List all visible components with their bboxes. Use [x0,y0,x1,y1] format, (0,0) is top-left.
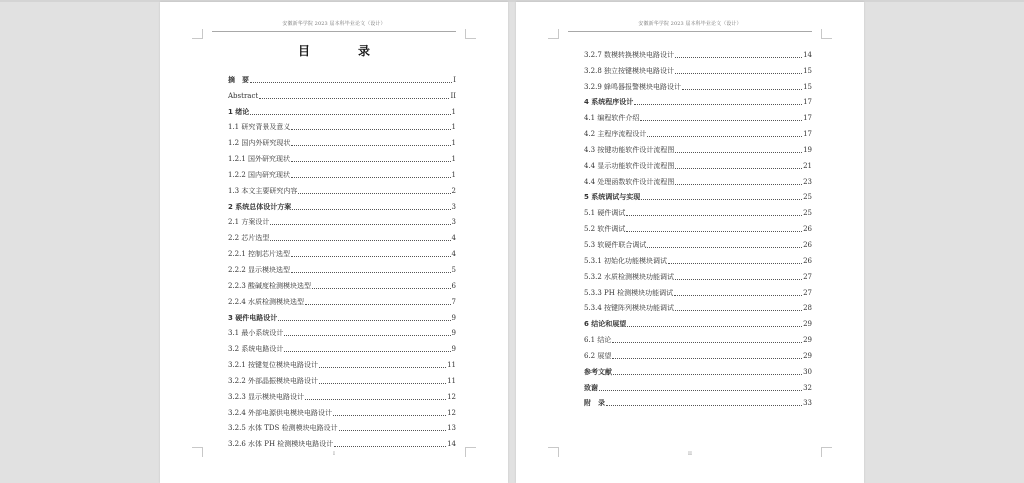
toc-entry-page: 29 [803,320,812,329]
toc-entry-label: 5 系统调试与实现 [584,193,641,202]
dot-leader [640,120,802,121]
dot-leader [627,326,802,327]
toc-list [228,69,456,449]
dot-leader [305,304,450,305]
toc-entry-label: 2.2.2 显示模块选型 [228,265,291,274]
dot-leader [250,82,452,83]
dot-leader [647,136,802,137]
toc-entry[interactable] [228,180,456,196]
toc-entry[interactable] [584,298,812,314]
page-header: 安徽新华学院 2023 届本科毕业论文（设计） [638,21,742,27]
dot-leader [626,215,802,216]
dot-leader [647,247,802,248]
toc-entry-page: 25 [803,193,812,202]
header-rule [212,31,456,32]
toc-entry-label: 1.1 研究背景及意义 [228,123,291,132]
crop-mark-top-right [465,29,466,39]
toc-entry-page: 26 [803,240,812,249]
crop-mark-bottom-left [192,447,202,448]
toc-entry-page: 15 [803,66,812,75]
toc-entry-page: II [450,91,456,100]
dot-leader [674,295,802,296]
toc-entry[interactable] [584,282,812,298]
toc-entry-page: 1 [451,139,456,148]
dot-leader [675,184,802,185]
dot-leader [291,161,450,162]
toc-entry-label: 3.2.6 水体 PH 检测模块电路设计 [228,440,334,449]
toc-entry[interactable] [228,69,456,85]
crop-mark-top-left [558,29,559,39]
toc-entry-label: 5.2 软件调试 [584,225,626,234]
toc-entry[interactable] [228,212,456,228]
toc-entry-label: 4.4 处理函数软件设计流程图 [584,177,675,186]
toc-entry[interactable] [228,259,456,275]
toc-entry-page: 29 [803,336,812,345]
toc-entry[interactable] [584,171,812,187]
toc-entry[interactable] [584,202,812,218]
dot-leader [626,231,802,232]
dot-leader [612,358,802,359]
toc-entry-label: 1.2 国内外研究现状 [228,139,291,148]
toc-entry-label: 5.1 硬件调试 [584,209,626,218]
dot-leader [668,263,802,264]
page-header: 安徽新华学院 2023 届本科毕业论文（设计） [282,21,386,27]
toc-entry[interactable] [228,148,456,164]
toc-entry-label: 3.2.1 按键复位模块电路设计 [228,361,319,370]
toc-entry-label: 1.3 本文主要研究内容 [228,186,298,195]
toc-entry-label: 6 结论和展望 [584,320,627,329]
toc-entry-label: Abstract [228,91,259,100]
toc-entry-page: 14 [803,50,812,59]
toc-entry-label: 3.2.7 数模转换模块电路设计 [584,50,675,59]
toc-entry[interactable] [228,196,456,212]
toc-entry[interactable] [584,234,812,250]
toc-entry[interactable] [228,307,456,323]
dot-leader [675,57,802,58]
toc-entry[interactable] [228,370,456,386]
dot-leader [292,209,450,210]
toc-entry-label: 1.2.1 国外研究现状 [228,155,291,164]
toc-entry-page: 11 [447,361,456,370]
dot-leader [319,367,446,368]
toc-entry-label: 1 绪论 [228,107,250,116]
toc-entry[interactable] [228,117,456,133]
toc-entry-label: 3.2.2 外部晶振模块电路设计 [228,376,319,385]
dot-leader [675,152,802,153]
toc-entry-label: 3.2 系统电路设计 [228,345,284,354]
toc-entry-label: 5.3.3 PH 检测模块功能调试 [584,288,674,297]
toc-entry-page: 1 [451,123,456,132]
toc-entry[interactable] [584,313,812,329]
crop-mark-bottom-right [466,447,476,448]
toc-entry-label: 3.1 最小系统设计 [228,329,284,338]
dot-leader [291,256,450,257]
toc-entry-label: 附 录 [584,399,605,408]
toc-entry[interactable] [228,402,456,418]
page-number: I [333,451,335,457]
dot-leader [270,224,450,225]
toc-entry-label: 1.2.2 国内研究现状 [228,170,291,179]
toc-entry-page: 14 [447,440,456,449]
toc-entry[interactable] [228,243,456,259]
toc-entry-label: 2.2.1 控制芯片选型 [228,250,291,259]
toc-entry-page: 17 [803,130,812,139]
toc-entry-label: 2.2.4 水质检测模块选型 [228,297,305,306]
toc-entry-page: 2 [451,186,456,195]
dot-leader [291,129,450,130]
toc-entry[interactable] [584,345,812,361]
toc-entry[interactable] [228,164,456,180]
toc-entry-page: 9 [451,345,456,354]
toc-entry[interactable] [228,323,456,339]
toc-entry[interactable] [228,433,456,449]
toc-entry-label: 6.2 展望 [584,351,612,360]
toc-entry-page: 7 [451,297,456,306]
crop-mark-top-right [821,29,822,39]
toc-entry[interactable] [228,101,456,117]
toc-entry-page: 9 [451,329,456,338]
toc-entry-label: 3.2.9 蜂鸣器报警模块电路设计 [584,82,682,91]
document-page-2[interactable] [516,2,864,483]
toc-entry[interactable] [228,227,456,243]
crop-mark-top-right [466,38,476,39]
toc-entry-page: 3 [451,202,456,211]
toc-entry-page: 17 [803,98,812,107]
toc-entry-page: 13 [447,424,456,433]
toc-entry-page: 1 [451,155,456,164]
toc-entry-page: 1 [451,107,456,116]
crop-mark-bottom-right [822,447,832,448]
dot-leader [675,168,802,169]
dot-leader [634,104,802,105]
dot-leader [682,89,802,90]
dot-leader [278,320,450,321]
toc-entry-label: 4 系统程序设计 [584,98,634,107]
toc-entry[interactable] [584,218,812,234]
toc-list [584,44,812,408]
toc-entry-label: 2 系统总体设计方案 [228,202,292,211]
toc-entry-label: 4.1 编程软件介绍 [584,114,640,123]
toc-entry-page: 11 [447,376,456,385]
toc-entry-page: 30 [803,367,812,376]
toc-entry[interactable] [584,155,812,171]
toc-entry-page: 26 [803,256,812,265]
dot-leader [641,199,802,200]
toc-entry-label: 摘 要 [228,75,249,84]
toc-entry-label: 5.3 软硬件联合调试 [584,240,647,249]
toc-entry[interactable] [228,291,456,307]
toc-entry-page: 29 [803,351,812,360]
toc-title: 目 录 [297,44,388,58]
toc-entry-label: 5.3.1 初始化功能模块调试 [584,256,668,265]
toc-entry[interactable] [584,44,812,60]
toc-entry-label: 致谢 [584,383,598,392]
toc-entry-label: 5.3.4 按键阵列模块功能调试 [584,304,675,313]
dot-leader [270,240,450,241]
toc-entry-page: 12 [447,392,456,401]
toc-entry-label: 2.2 芯片选型 [228,234,270,243]
dot-leader [284,351,450,352]
crop-mark-top-left [202,29,203,39]
dot-leader [259,98,449,99]
dot-leader [284,335,450,336]
dot-leader [319,383,446,384]
toc-entry-page: 19 [803,145,812,154]
toc-entry-page: 9 [451,313,456,322]
toc-entry-page: 3 [451,218,456,227]
toc-entry[interactable] [228,85,456,101]
crop-mark-top-left [192,38,202,39]
toc-entry[interactable] [584,123,812,139]
crop-mark-top-right [822,38,832,39]
toc-entry-label: 2.2.3 酸碱度检测模块选型 [228,281,312,290]
page-number: II [688,451,692,457]
toc-entry-page: 5 [451,265,456,274]
dot-leader [298,193,450,194]
dot-leader [339,430,447,431]
toc-entry[interactable] [584,139,812,155]
toc-entry[interactable] [584,393,812,409]
toc-entry-label: 3 硬件电路设计 [228,313,278,322]
toc-entry[interactable] [228,275,456,291]
toc-entry-label: 4.4 显示功能软件设计流程图 [584,161,675,170]
toc-entry-label: 4.3 按键功能软件设计流程图 [584,145,675,154]
dot-leader [675,73,802,74]
header-rule [568,31,812,32]
toc-entry-page: 21 [803,161,812,170]
dot-leader [291,145,450,146]
toc-entry[interactable] [584,60,812,76]
toc-entry-page: 27 [803,288,812,297]
toc-entry[interactable] [584,361,812,377]
toc-entry-page: 1 [451,170,456,179]
toc-entry-label: 2.1 方案设计 [228,218,270,227]
toc-entry-label: 参考文献 [584,367,612,376]
toc-entry[interactable] [228,386,456,402]
dot-leader [334,446,446,447]
toc-entry-page: 4 [451,234,456,243]
toc-entry-page: I [453,75,456,84]
dot-leader [305,399,446,400]
toc-entry-page: 17 [803,114,812,123]
dot-leader [291,272,450,273]
dot-leader [612,342,802,343]
toc-entry-label: 3.2.5 水体 TDS 检测模块电路设计 [228,424,338,433]
document-page-1[interactable] [160,2,508,483]
dot-leader [675,310,802,311]
toc-entry-page: 23 [803,177,812,186]
crop-mark-bottom-left [548,447,558,448]
toc-entry-page: 25 [803,209,812,218]
dot-leader [312,288,450,289]
toc-entry[interactable] [584,92,812,108]
toc-entry-page: 26 [803,225,812,234]
dot-leader [606,405,802,406]
toc-entry[interactable] [228,132,456,148]
toc-entry[interactable] [584,250,812,266]
toc-entry-label: 3.2.8 独立按键模块电路设计 [584,66,675,75]
dot-leader [250,114,450,115]
dot-leader [291,177,450,178]
toc-entry[interactable] [584,187,812,203]
toc-entry-label: 3.2.3 显示模块电路设计 [228,392,305,401]
toc-entry-page: 12 [447,408,456,417]
toc-entry-page: 15 [803,82,812,91]
dot-leader [599,390,802,391]
toc-entry[interactable] [228,418,456,434]
toc-entry-page: 27 [803,272,812,281]
dot-leader [333,415,446,416]
window-top-edge [0,0,1024,2]
toc-entry-label: 5.3.2 水质检测模块功能调试 [584,272,675,281]
toc-entry[interactable] [228,338,456,354]
toc-entry[interactable] [584,266,812,282]
toc-entry-page: 33 [803,399,812,408]
dot-leader [675,279,802,280]
toc-entry[interactable] [584,377,812,393]
toc-entry-label: 4.2 主程序流程设计 [584,130,647,139]
toc-entry[interactable] [228,354,456,370]
toc-entry[interactable] [584,107,812,123]
toc-entry[interactable] [584,329,812,345]
toc-entry-page: 4 [451,250,456,259]
toc-entry-page: 28 [803,304,812,313]
crop-mark-top-left [548,38,558,39]
toc-entry[interactable] [584,76,812,92]
toc-entry-label: 3.2.4 外部电源供电模块电路设计 [228,408,333,417]
dot-leader [613,374,802,375]
toc-entry-label: 6.1 结论 [584,336,612,345]
toc-entry-page: 6 [451,281,456,290]
toc-entry-page: 32 [803,383,812,392]
